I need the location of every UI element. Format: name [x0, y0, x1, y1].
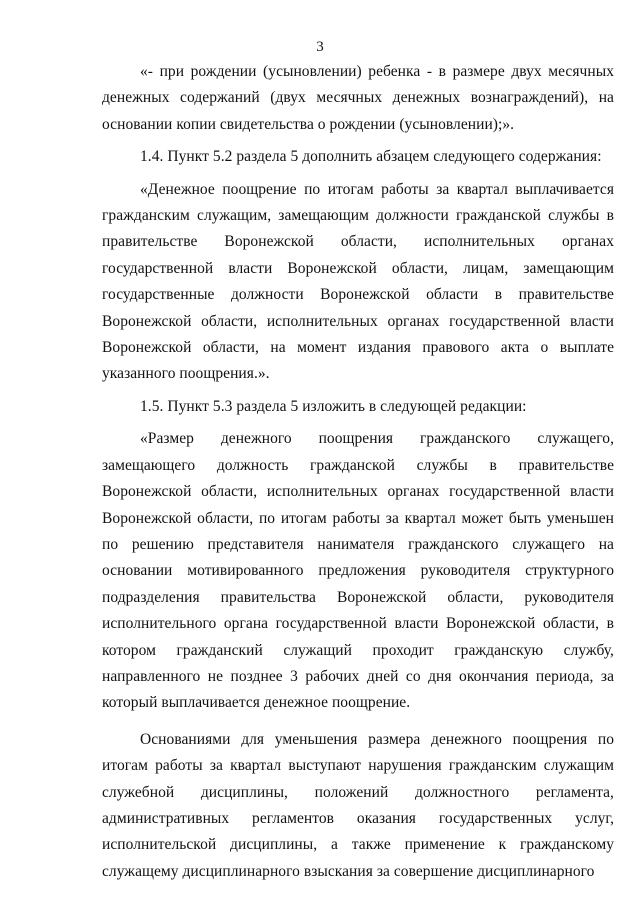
paragraph-quarterly-bonus-payment: «Денежное поощрение по итогам работы за квартал выплачивается гражданским служащим, замещающим должности гражданской службы в правительстве Воронежской области, исполнительных органах государственной власти Воронежской области, лицам, замещающим государственные должности Воронежской области в правительстве Воронежской области, исполнительных органах государственной власти Воронежской области, на момент издания правового акта о выплате указанного поощрения.».	[102, 180, 614, 383]
paragraph-reduction-grounds: Основаниями для уменьшения размера денежного поощрения по итогам работы за квартал выступают нарушения гражданским служащим служебной дисциплины, положений должностного регламента, административных регламентов оказания государственных услуг, исполнительской дисциплины, а также применение к гражданскому служащему дисциплинарного взыскания за совершение дисциплинарного	[102, 730, 614, 880]
page-number: 3	[316, 39, 324, 55]
paragraph-item-1-4: 1.4. Пункт 5.2 раздела 5 дополнить абзацем следующего содержания:	[140, 148, 602, 166]
paragraph-birth-payment: «- при рождении (усыновлении) ребенка - в размере двух месячных денежных содержаний (двух месячных денежных вознаграждений), на основании копии свидетельства о рождении (усыновлении);».	[102, 63, 614, 133]
document-body	[102, 59, 614, 885]
paragraph-item-1-5: 1.5. Пункт 5.3 раздела 5 изложить в следующей редакции:	[140, 397, 527, 415]
paragraph-bonus-reduction: «Размер денежного поощрения гражданского служащего, замещающего должность гражданской службы в правительстве Воронежской области, исполнительных органах государственной власти Воронежской области, по итогам работы за квартал может быть уменьшен по решению представителя нанимателя гражданского служащего на основании мотивированного предложения руководителя структурного подразделения правительства Воронежской области, руководителя исполнительного органа государственной власти Воронежской области, в котором гражданский служащий проходит гражданскую службу, направленного не позднее 3 рабочих дней со дня окончания периода, за который выплачивается денежное поощрение.	[102, 430, 614, 712]
